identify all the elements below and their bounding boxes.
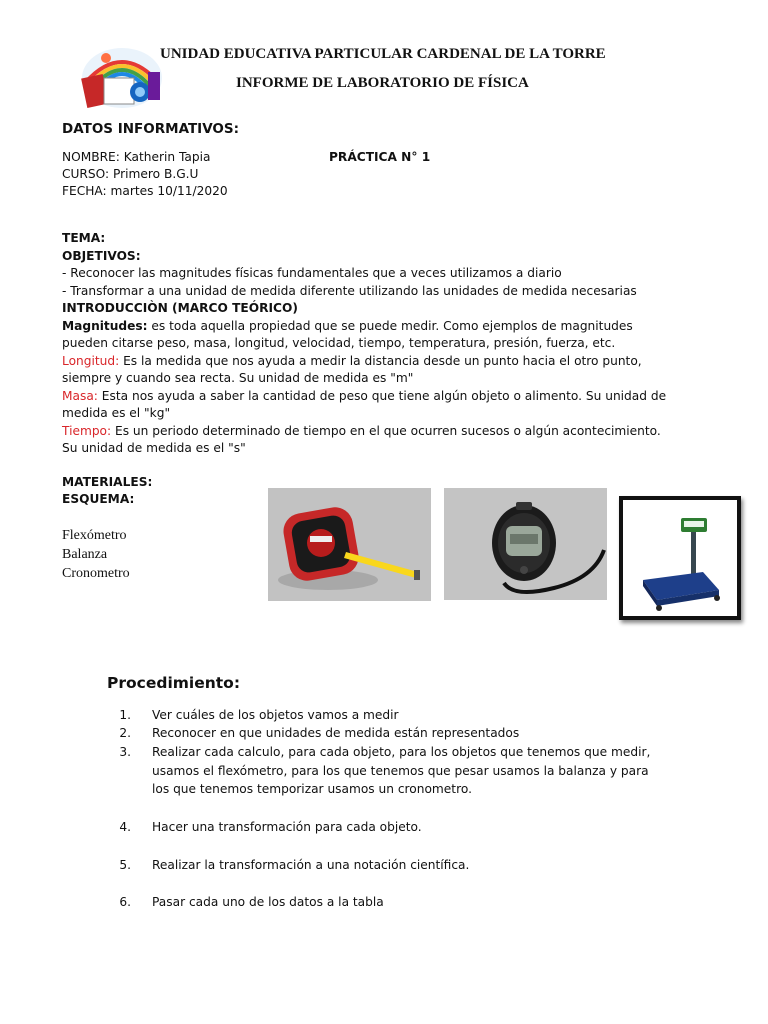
step-text: Pasar cada uno de los datos a la tabla [152,895,384,909]
procedimiento-list [107,706,667,926]
practica-number: PRÁCTICA N° 1 [329,150,431,164]
scale-image [619,496,741,620]
tiempo-term: Tiempo: [62,423,112,438]
masa-paragraph [62,388,672,423]
procedimiento-heading: Procedimiento: [107,674,241,692]
main-body [62,230,672,458]
school-name: UNIDAD EDUCATIVA PARTICULAR CARDENAL DE LA TORRE [160,46,606,62]
magnitudes-text: es toda aquella propiedad que se puede medir. Como ejemplos de magnitudes pueden citarse peso, masa, longitud, velocidad, tiempo, temperatura, presión, fuerza, etc. [62,318,633,350]
tema-label: TEMA: [62,231,106,245]
step-text: Hacer una transformación para cada objeto. [152,820,422,834]
stopwatch-image [444,488,607,600]
fecha-field: FECHA: martes 10/11/2020 [62,184,228,198]
curso-field: CURSO: Primero B.G.U [62,167,199,181]
magnitudes-paragraph [62,318,672,353]
longitud-paragraph [62,353,672,388]
datos-heading: DATOS INFORMATIVOS: [62,121,240,137]
longitud-text: Es la medida que nos ayuda a medir la distancia desde un punto hacia el otro punto, siempre y cuando sea recta. Su unidad de medida es "m" [62,353,642,385]
step-text: Realizar la transformación a una notación científica. [152,858,470,872]
tape-measure-image [268,488,431,601]
step-text: Ver cuáles de los objetos vamos a medir [152,708,399,722]
step-number: 5. [119,858,131,872]
esquema-label: ESQUEMA: [62,492,135,506]
step-number: 3. [119,745,131,759]
introduccion-heading: INTRODUCCIÒN (MARCO TEÓRICO) [62,301,298,315]
material-item: Cronometro [62,566,130,581]
step-number: 4. [119,820,131,834]
objetivo-item: - Reconocer las magnitudes físicas fundamentales que a veces utilizamos a diario [62,266,562,280]
nombre-field: NOMBRE: Katherin Tapia [62,150,211,164]
masa-text: Esta nos ayuda a saber la cantidad de peso que tiene algún objeto o alimento. Su unidad de medida es el "kg" [62,388,667,420]
materiales-label: MATERIALES: [62,475,153,489]
material-item: Flexómetro [62,528,127,543]
step-text: Reconocer en que unidades de medida están representados [152,726,520,740]
tiempo-paragraph [62,423,672,458]
materiales-list [62,526,130,583]
step-number: 2. [119,726,131,740]
longitud-term: Longitud: [62,353,120,368]
magnitudes-term: Magnitudes: [62,318,148,333]
objetivos-label: OBJETIVOS: [62,248,141,263]
step-number: 1. [119,708,131,722]
step-number: 6. [119,895,131,909]
tiempo-text: Es un periodo determinado de tiempo en el que ocurren sucesos o algún acontecimiento. Su unidad de medida es el "s" [62,423,661,455]
material-item: Balanza [62,547,108,562]
objetivo-item: - Transformar a una unidad de medida diferente utilizando las unidades de medida necesarias [62,283,637,298]
masa-term: Masa: [62,388,98,403]
report-title: INFORME DE LABORATORIO DE FÍSICA [236,75,529,91]
step-text: Realizar cada calculo, para cada objeto, para los objetos que tenemos que medir, usamos el flexómetro, para los que tenemos que pesar usamos la balanza y para los que tenemos temporizar usamos un cronometro. [152,745,651,796]
school-logo [76,42,168,112]
